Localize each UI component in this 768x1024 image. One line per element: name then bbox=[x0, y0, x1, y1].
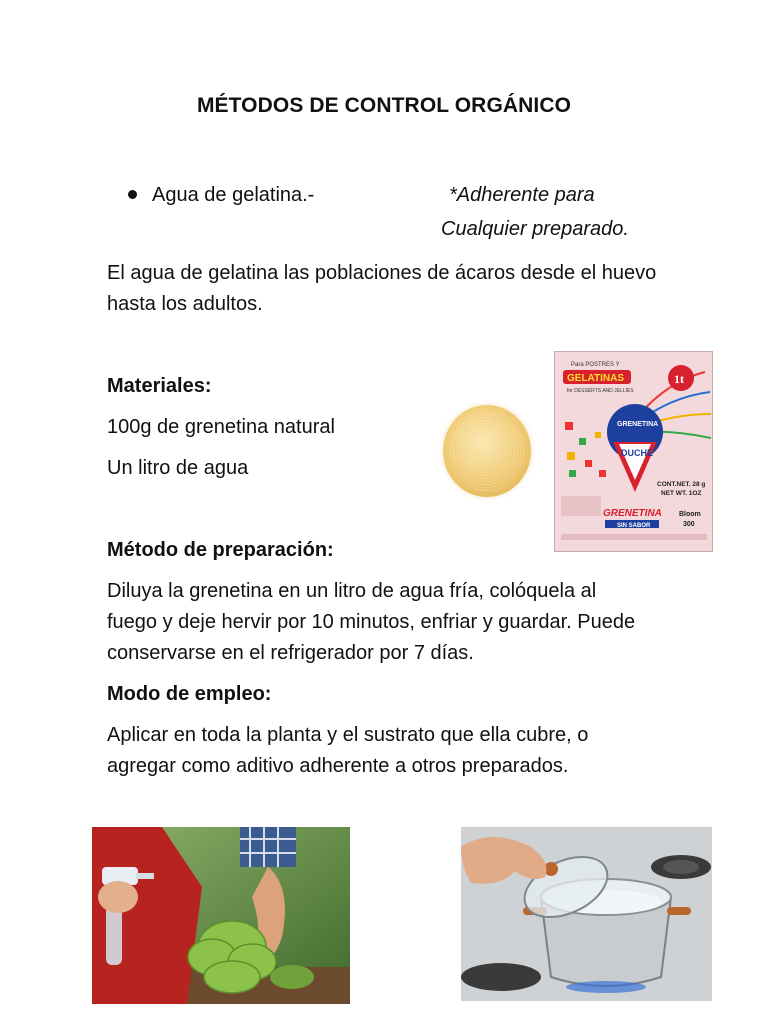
usage-line-2: agregar como aditivo adherente a otros preparados. bbox=[107, 755, 569, 777]
box-top-text: Para POSTRES Y bbox=[571, 362, 620, 368]
intro-line-1: El agua de gelatina las poblaciones de ácaros desde el huevo bbox=[107, 262, 657, 284]
page-title: MÉTODOS DE CONTROL ORGÁNICO bbox=[196, 94, 572, 117]
box-bottom-text: GRENETINA bbox=[603, 508, 662, 519]
box-bloom-value: 300 bbox=[683, 521, 695, 528]
method-line-1: Diluya la grenetina en un litro de agua fría, colóquela al bbox=[107, 580, 597, 602]
bullet-dot bbox=[128, 190, 137, 199]
box-bloom-label: Bloom bbox=[679, 511, 701, 518]
method-line-3: conservarse en el refrigerador por 7 días. bbox=[107, 642, 474, 664]
usage-line-1: Aplicar en toda la planta y el sustrato que ella cubre, o bbox=[107, 724, 589, 746]
box-sub-text: for DESSERTS AND JELLIES bbox=[567, 388, 634, 394]
usage-heading: Modo de empleo: bbox=[107, 683, 272, 705]
bullet-note-line2: Cualquier preparado. bbox=[441, 218, 629, 240]
box-badge-text: 1t bbox=[674, 372, 684, 386]
method-heading: Método de preparación: bbox=[107, 539, 334, 561]
gelatin-powder-image bbox=[443, 405, 531, 497]
box-brand-text: GELATINAS bbox=[567, 373, 625, 384]
method-line-2: fuego y deje hervir por 10 minutos, enfriar y guardar. Puede bbox=[107, 611, 636, 633]
materials-heading: Materiales: bbox=[107, 375, 212, 397]
gelatin-box-image bbox=[554, 351, 713, 552]
intro-line-2: hasta los adultos. bbox=[107, 293, 263, 315]
materials-item-1: 100g de grenetina natural bbox=[107, 416, 335, 438]
box-product-text: GRENETINA bbox=[617, 421, 659, 428]
box-net-1: CONT.NET. 28 g bbox=[657, 481, 706, 488]
spraying-plant-photo bbox=[92, 827, 350, 1004]
box-net-2: NET WT. 1OZ bbox=[661, 490, 702, 497]
box-sin-sabor-text: SIN SABOR bbox=[617, 523, 651, 529]
materials-item-2: Un litro de agua bbox=[107, 457, 249, 479]
bullet-note-line1: *Adherente para bbox=[449, 184, 595, 206]
pot-on-stove-photo bbox=[461, 827, 712, 1001]
bullet-label: Agua de gelatina.- bbox=[152, 184, 315, 206]
box-maker-text: DUCHE bbox=[621, 448, 654, 458]
